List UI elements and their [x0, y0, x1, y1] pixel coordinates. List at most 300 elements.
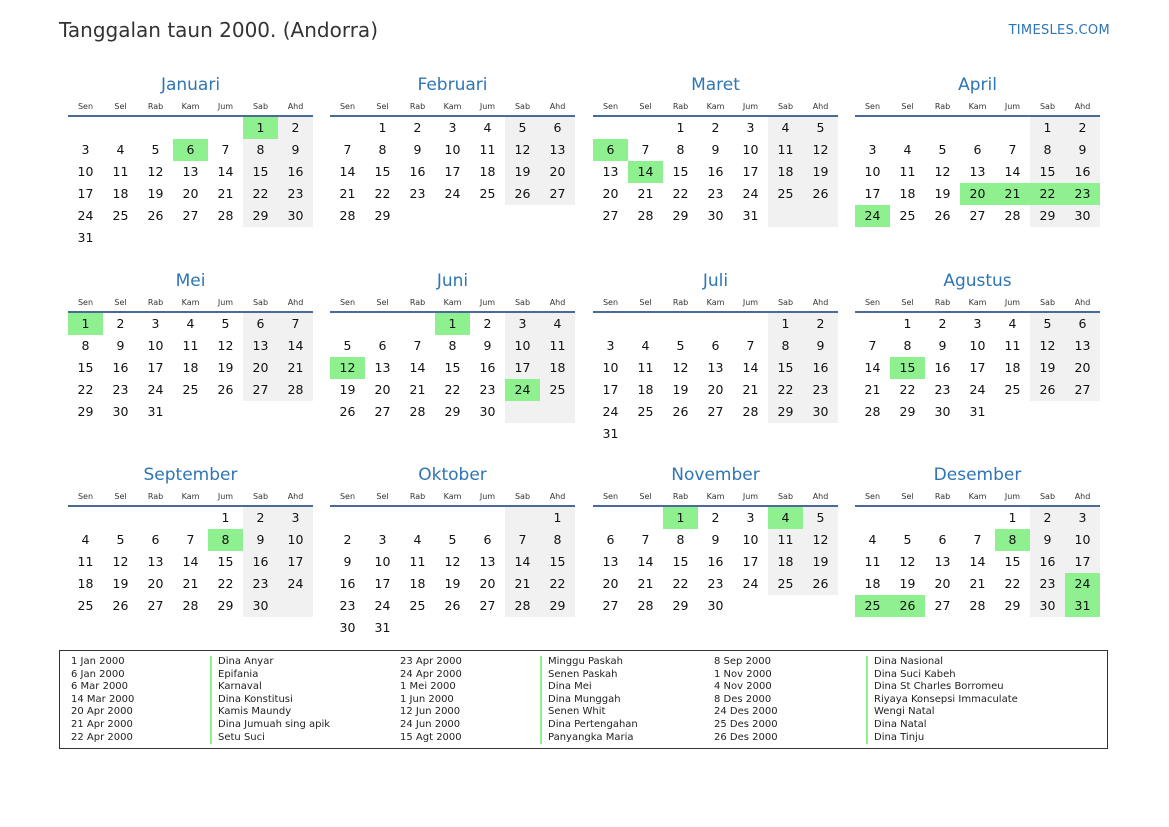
day-cell: 2 [803, 313, 838, 335]
day-grid [855, 507, 1100, 617]
holiday-date: 4 Nov 2000 [714, 681, 772, 693]
week-row [330, 357, 575, 379]
day-cell: 11 [768, 139, 803, 161]
week-row [855, 313, 1100, 335]
day-cell: 9 [413, 142, 422, 157]
empty-cell [628, 423, 663, 445]
weekday-label: Sen [77, 298, 94, 307]
weekday-label: Rab [409, 102, 426, 111]
day-cell: 14 [1004, 164, 1021, 179]
weekday-label: Kam [968, 102, 987, 111]
weekday-label: Sel [639, 298, 652, 307]
day-cell: 11 [637, 360, 654, 375]
weekday-header [593, 295, 838, 311]
page-title: Tanggalan taun 2000. (Andorra) [59, 18, 378, 42]
day-cell: 30 [278, 205, 313, 227]
day-cell: 31 [602, 426, 619, 441]
day-cell: 3 [746, 120, 755, 135]
day-cell: 14 [969, 554, 986, 569]
day-cell: 14 [339, 164, 356, 179]
day-cell: 27 [243, 379, 278, 401]
day-cell: 24 [855, 205, 890, 227]
holiday-name: Dina Suci Kabeh [866, 669, 1018, 682]
holiday-date: 12 Jun 2000 [400, 706, 461, 718]
holiday-name: Panyangka Maria [540, 732, 638, 745]
weekday-label: Ahd [287, 298, 304, 307]
day-cell: 14 [278, 335, 313, 357]
day-cell: 1 [1008, 510, 1017, 525]
day-cell: 13 [243, 335, 278, 357]
empty-cell [505, 205, 540, 227]
holiday-name: Setu Suci [210, 732, 330, 745]
week-row [593, 117, 838, 139]
weekday-label: Rab [934, 102, 951, 111]
empty-cell [540, 401, 575, 423]
weekday-label: Ahd [549, 298, 566, 307]
weekday-label: Sab [514, 492, 531, 501]
empty-cell [330, 117, 365, 139]
empty-cell [1065, 401, 1100, 423]
day-cell: 8 [676, 142, 685, 157]
day-cell: 6 [483, 532, 492, 547]
day-cell: 7 [641, 142, 650, 157]
weekday-label: Sab [252, 298, 269, 307]
day-cell: 6 [973, 142, 982, 157]
week-row [68, 183, 313, 205]
weekday-label: Jum [479, 492, 496, 501]
empty-cell [733, 313, 768, 335]
day-cell: 22 [374, 186, 391, 201]
week-row [593, 357, 838, 379]
holiday-date: 24 Jun 2000 [400, 718, 461, 730]
day-cell: 2 [938, 316, 947, 331]
weekday-label: Rab [147, 102, 164, 111]
weekday-label: Sab [252, 492, 269, 501]
weekday-label: Ahd [812, 298, 829, 307]
weekday-label: Jum [217, 102, 234, 111]
empty-cell [435, 507, 470, 529]
empty-cell [890, 117, 925, 139]
day-cell: 15 [1030, 161, 1065, 183]
day-cell: 8 [903, 338, 912, 353]
day-cell: 13 [602, 554, 619, 569]
holiday-name: Senen Whit [540, 706, 638, 719]
day-cell: 9 [711, 142, 720, 157]
day-cell: 14 [505, 551, 540, 573]
weekday-label: Jum [742, 492, 759, 501]
weekday-label: Sel [901, 298, 914, 307]
weekday-label: Sel [114, 298, 127, 307]
holiday-date-column [71, 656, 134, 744]
day-cell: 28 [339, 208, 356, 223]
week-row [593, 423, 838, 445]
day-cell: 3 [973, 316, 982, 331]
day-cell: 2 [278, 117, 313, 139]
day-cell: 16 [707, 164, 724, 179]
empty-cell [505, 401, 540, 423]
day-cell: 21 [409, 382, 426, 397]
day-cell: 8 [208, 529, 243, 551]
day-cell: 1 [903, 316, 912, 331]
day-cell: 25 [768, 573, 803, 595]
empty-cell [960, 507, 995, 529]
day-cell: 19 [339, 382, 356, 397]
week-row [68, 117, 313, 139]
day-cell: 24 [77, 208, 94, 223]
day-cell: 28 [969, 598, 986, 613]
day-cell: 10 [864, 164, 881, 179]
empty-cell [733, 595, 768, 617]
day-cell: 30 [1030, 595, 1065, 617]
weekday-label: Sel [376, 102, 389, 111]
day-cell: 2 [711, 510, 720, 525]
day-cell: 15 [768, 357, 803, 379]
holiday-date: 8 Des 2000 [714, 693, 772, 705]
weekday-label: Sel [376, 492, 389, 501]
day-cell: 19 [934, 186, 951, 201]
day-cell: 27 [540, 183, 575, 205]
day-cell: 27 [969, 208, 986, 223]
day-cell: 1 [540, 507, 575, 529]
brand-link[interactable]: TIMESLES.COM [1008, 23, 1110, 38]
empty-cell [803, 595, 838, 617]
weekday-label: Sen [864, 102, 881, 111]
week-row [68, 335, 313, 357]
day-cell: 10 [505, 335, 540, 357]
month-april [855, 74, 1100, 227]
empty-cell [925, 507, 960, 529]
weekday-header [330, 99, 575, 115]
day-cell: 29 [217, 598, 234, 613]
day-cell: 9 [243, 529, 278, 551]
weekday-label: Rab [934, 492, 951, 501]
week-row [330, 139, 575, 161]
day-cell: 9 [278, 139, 313, 161]
week-row [855, 551, 1100, 573]
empty-cell [1030, 401, 1065, 423]
day-cell: 30 [707, 598, 724, 613]
day-cell: 26 [890, 595, 925, 617]
empty-cell [995, 401, 1030, 423]
day-cell: 29 [768, 401, 803, 423]
month-title: Oktober [418, 465, 487, 485]
weekday-label: Ahd [1074, 102, 1091, 111]
day-cell: 18 [540, 357, 575, 379]
empty-cell [663, 313, 698, 335]
day-cell: 8 [81, 338, 90, 353]
weekday-label: Jum [217, 298, 234, 307]
empty-cell [768, 595, 803, 617]
week-row [68, 401, 313, 423]
weekday-label: Ahd [549, 102, 566, 111]
day-cell: 9 [1065, 139, 1100, 161]
week-row [68, 161, 313, 183]
empty-cell [803, 423, 838, 445]
day-cell: 3 [1065, 507, 1100, 529]
day-cell: 23 [339, 598, 356, 613]
day-cell: 8 [768, 335, 803, 357]
holiday-date: 21 Apr 2000 [71, 718, 133, 730]
empty-cell [68, 507, 103, 529]
week-row [68, 573, 313, 595]
day-cell: 11 [409, 554, 426, 569]
day-grid [330, 117, 575, 227]
day-cell: 16 [1065, 161, 1100, 183]
weekday-label: Ahd [812, 102, 829, 111]
day-cell: 11 [899, 164, 916, 179]
day-cell: 9 [803, 335, 838, 357]
day-cell: 11 [112, 164, 129, 179]
weekday-label: Kam [443, 298, 462, 307]
day-cell: 4 [768, 507, 803, 529]
weekday-label: Kam [443, 102, 462, 111]
day-cell: 6 [540, 117, 575, 139]
day-cell: 11 [864, 554, 881, 569]
day-cell: 20 [960, 183, 995, 205]
day-cell: 25 [637, 404, 654, 419]
day-cell: 23 [243, 573, 278, 595]
weekday-label: Rab [409, 298, 426, 307]
day-cell: 25 [182, 382, 199, 397]
day-cell: 29 [1030, 205, 1065, 227]
day-cell: 3 [448, 120, 457, 135]
holiday-date: 6 Mar 2000 [71, 681, 129, 693]
month-juni [330, 270, 575, 423]
empty-cell [540, 205, 575, 227]
weekday-label: Sab [514, 102, 531, 111]
weekday-label: Kam [968, 298, 987, 307]
weekday-label: Sen [339, 298, 356, 307]
day-grid [593, 117, 838, 227]
day-cell: 20 [147, 576, 164, 591]
day-cell: 30 [339, 620, 356, 635]
day-cell: 26 [444, 598, 461, 613]
day-cell: 27 [1065, 379, 1100, 401]
day-cell: 25 [768, 183, 803, 205]
empty-cell [960, 117, 995, 139]
week-row [855, 117, 1100, 139]
day-cell: 15 [672, 554, 689, 569]
day-cell: 10 [374, 554, 391, 569]
weekday-label: Sab [777, 102, 794, 111]
holiday-name: Dina Pertengahan [540, 719, 638, 732]
day-cell: 21 [637, 186, 654, 201]
day-cell: 12 [899, 554, 916, 569]
day-cell: 15 [217, 554, 234, 569]
day-cell: 13 [479, 554, 496, 569]
empty-cell [208, 117, 243, 139]
day-cell: 19 [147, 186, 164, 201]
day-cell: 4 [116, 142, 125, 157]
day-cell: 4 [641, 338, 650, 353]
weekday-label: Sab [1039, 102, 1056, 111]
day-cell: 19 [672, 382, 689, 397]
day-cell: 26 [339, 404, 356, 419]
day-cell: 22 [1004, 576, 1021, 591]
month-september [68, 464, 313, 617]
month-oktober [330, 464, 575, 639]
day-grid [330, 313, 575, 423]
day-cell: 10 [742, 532, 759, 547]
day-cell: 11 [1004, 338, 1021, 353]
month-juli [593, 270, 838, 445]
day-cell: 21 [278, 357, 313, 379]
day-cell: 16 [803, 357, 838, 379]
day-cell: 24 [505, 379, 540, 401]
day-cell: 14 [628, 161, 663, 183]
week-row [330, 595, 575, 617]
day-cell: 9 [116, 338, 125, 353]
day-cell: 30 [1065, 205, 1100, 227]
day-cell: 10 [147, 338, 164, 353]
day-cell: 29 [444, 404, 461, 419]
weekday-label: Kam [706, 492, 725, 501]
day-cell: 28 [637, 598, 654, 613]
month-title: Maret [691, 75, 740, 95]
day-cell: 15 [444, 360, 461, 375]
day-cell: 1 [221, 510, 230, 525]
month-title: Mei [175, 271, 206, 291]
day-cell: 25 [855, 595, 890, 617]
holiday-date: 22 Apr 2000 [71, 731, 133, 743]
day-cell: 22 [540, 573, 575, 595]
day-cell: 13 [602, 164, 619, 179]
day-cell: 26 [672, 404, 689, 419]
month-title: Januari [160, 75, 221, 95]
day-cell: 24 [742, 186, 759, 201]
day-cell: 3 [378, 532, 387, 547]
holiday-date-column [714, 656, 778, 744]
day-cell: 27 [147, 598, 164, 613]
day-cell: 19 [444, 576, 461, 591]
weekday-label: Sab [514, 298, 531, 307]
empty-cell [278, 227, 313, 249]
weekday-header [593, 99, 838, 115]
day-cell: 20 [374, 382, 391, 397]
holiday-date: 1 Nov 2000 [714, 668, 772, 680]
day-cell: 20 [602, 576, 619, 591]
weekday-label: Sab [252, 102, 269, 111]
day-cell: 26 [505, 183, 540, 205]
weekday-header [68, 99, 313, 115]
week-row [330, 617, 575, 639]
weekday-label: Kam [181, 492, 200, 501]
day-cell: 17 [444, 164, 461, 179]
day-cell: 1 [243, 117, 278, 139]
day-cell: 2 [116, 316, 125, 331]
day-cell: 6 [378, 338, 387, 353]
day-cell: 22 [444, 382, 461, 397]
holiday-date: 20 Apr 2000 [71, 706, 133, 718]
day-cell: 22 [672, 186, 689, 201]
day-cell: 2 [1030, 507, 1065, 529]
holiday-name: Dina Natal [866, 719, 1018, 732]
weekday-label: Ahd [287, 492, 304, 501]
day-cell: 16 [243, 551, 278, 573]
day-cell: 17 [77, 186, 94, 201]
weekday-label: Ahd [1074, 298, 1091, 307]
week-row [330, 183, 575, 205]
holiday-date: 25 Des 2000 [714, 718, 778, 730]
holiday-date: 14 Mar 2000 [71, 693, 135, 705]
weekday-label: Sen [339, 102, 356, 111]
weekday-header [68, 489, 313, 505]
day-grid [593, 313, 838, 445]
empty-cell [138, 507, 173, 529]
day-cell: 18 [637, 382, 654, 397]
day-cell: 17 [742, 164, 759, 179]
week-row [593, 551, 838, 573]
week-row [330, 551, 575, 573]
day-cell: 5 [803, 117, 838, 139]
day-cell: 22 [768, 379, 803, 401]
week-row [855, 507, 1100, 529]
weekday-label: Rab [672, 102, 689, 111]
day-cell: 1 [1030, 117, 1065, 139]
day-cell: 5 [343, 338, 352, 353]
day-cell: 28 [505, 595, 540, 617]
day-cell: 30 [934, 404, 951, 419]
day-cell: 13 [147, 554, 164, 569]
day-cell: 22 [672, 576, 689, 591]
empty-cell [628, 117, 663, 139]
day-cell: 21 [637, 576, 654, 591]
day-cell: 14 [217, 164, 234, 179]
day-cell: 5 [116, 532, 125, 547]
holiday-list [59, 650, 1108, 749]
week-row [68, 507, 313, 529]
day-cell: 12 [1030, 335, 1065, 357]
empty-cell [505, 507, 540, 529]
holiday-name: Riyaya Konsepsi Immaculate [866, 694, 1018, 707]
day-cell: 13 [934, 554, 951, 569]
weekday-label: Sel [114, 492, 127, 501]
day-cell: 27 [479, 598, 496, 613]
month-title: Juli [702, 271, 729, 291]
day-grid [68, 507, 313, 617]
day-cell: 16 [707, 554, 724, 569]
day-cell: 17 [374, 576, 391, 591]
day-cell: 6 [711, 338, 720, 353]
empty-cell [628, 313, 663, 335]
week-row [593, 401, 838, 423]
day-cell: 17 [602, 382, 619, 397]
month-title: Februari [417, 75, 488, 95]
day-cell: 21 [182, 576, 199, 591]
holiday-date: 24 Des 2000 [714, 706, 778, 718]
empty-cell [400, 313, 435, 335]
weekday-label: Ahd [1074, 492, 1091, 501]
day-cell: 28 [1004, 208, 1021, 223]
day-cell: 1 [68, 313, 103, 335]
day-grid [68, 313, 313, 423]
weekday-label: Ahd [812, 492, 829, 501]
weekday-label: Jum [742, 102, 759, 111]
day-cell: 15 [374, 164, 391, 179]
day-cell: 24 [147, 382, 164, 397]
day-grid [68, 117, 313, 249]
day-cell: 18 [864, 576, 881, 591]
day-cell: 24 [1065, 573, 1100, 595]
day-cell: 17 [742, 554, 759, 569]
week-row [855, 573, 1100, 595]
empty-cell [540, 617, 575, 639]
day-cell: 1 [435, 313, 470, 335]
day-cell: 6 [173, 139, 208, 161]
empty-cell [890, 507, 925, 529]
day-cell: 21 [505, 573, 540, 595]
day-cell: 8 [995, 529, 1030, 551]
